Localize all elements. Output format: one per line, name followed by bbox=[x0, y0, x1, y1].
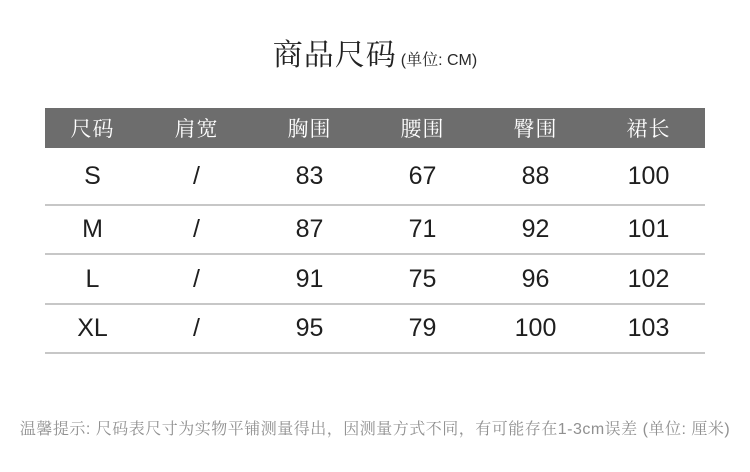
cell-shoulder: / bbox=[193, 314, 200, 342]
table-row-l bbox=[45, 255, 705, 305]
cell-waist: 67 bbox=[408, 161, 437, 190]
cell-length: 103 bbox=[627, 314, 670, 342]
cell-size: S bbox=[84, 161, 101, 190]
cell-hip: 100 bbox=[514, 314, 557, 342]
cell-waist: 71 bbox=[408, 215, 437, 243]
header-cell-bust: 胸围 bbox=[287, 118, 332, 141]
table-row-m bbox=[45, 206, 705, 255]
cell-shoulder: / bbox=[193, 161, 200, 190]
cell-length: 101 bbox=[627, 215, 670, 243]
cell-bust: 91 bbox=[295, 264, 324, 293]
cell-hip: 96 bbox=[521, 264, 550, 293]
header-cell-hip: 臀围 bbox=[513, 118, 558, 141]
size-table-body bbox=[45, 148, 705, 354]
table-row-s bbox=[45, 148, 705, 206]
cell-bust: 83 bbox=[295, 161, 324, 190]
page-title-text: 商品尺码 bbox=[272, 39, 397, 72]
header-cell-waist: 腰围 bbox=[400, 118, 445, 141]
cell-shoulder: / bbox=[193, 264, 200, 293]
cell-hip: 92 bbox=[521, 215, 550, 243]
cell-size: M bbox=[82, 215, 103, 243]
cell-shoulder: / bbox=[193, 215, 200, 243]
cell-length: 100 bbox=[627, 161, 670, 190]
cell-length: 102 bbox=[627, 264, 670, 293]
header-cell-length: 裙长 bbox=[626, 118, 671, 141]
page-title bbox=[0, 38, 750, 79]
size-table bbox=[45, 108, 705, 354]
cell-waist: 75 bbox=[408, 264, 437, 293]
footer-note: 温馨提示: 尺码表尺寸为实物平铺测量得出，因测量方式不同，有可能存在1-3cm误差 (单位: 厘米) bbox=[19, 421, 731, 438]
cell-waist: 79 bbox=[408, 314, 437, 342]
header-cell-shoulder: 肩宽 bbox=[174, 118, 219, 141]
header-cell-size: 尺码 bbox=[70, 118, 115, 141]
cell-size: L bbox=[85, 264, 100, 293]
size-table-header-row bbox=[45, 108, 705, 148]
page-title-unit: (单位: CM) bbox=[400, 52, 478, 69]
cell-bust: 87 bbox=[295, 215, 324, 243]
table-row-xl bbox=[45, 305, 705, 354]
cell-size: XL bbox=[77, 314, 108, 342]
cell-hip: 88 bbox=[521, 161, 550, 190]
cell-bust: 95 bbox=[295, 314, 324, 342]
